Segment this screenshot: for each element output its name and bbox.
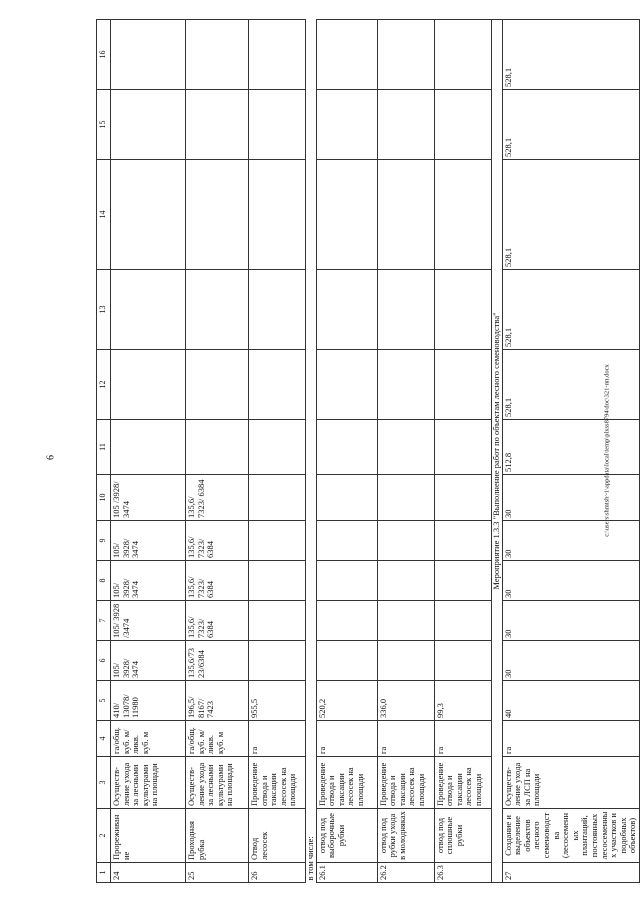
value-cell: 520,2 <box>316 681 377 721</box>
empty-cell <box>316 270 377 350</box>
row-number: 25 <box>186 863 249 883</box>
empty-cell <box>377 270 434 350</box>
empty-cell <box>434 160 491 270</box>
empty-cell <box>377 20 434 90</box>
row-number: 26.3 <box>434 863 491 883</box>
row-number: 26.1 <box>316 863 377 883</box>
header-cell: 3 <box>97 757 111 809</box>
empty-cell <box>377 641 434 681</box>
header-cell: 12 <box>97 350 111 420</box>
activity-name: Проходная рубка <box>186 809 249 863</box>
value-cell <box>249 641 306 681</box>
value-cell: 528,1 <box>502 270 639 350</box>
value-cell <box>249 420 306 475</box>
value-cell: 135,6/ 7323/ 6384 <box>186 561 249 601</box>
value-cell: 30 <box>502 641 639 681</box>
empty-cell <box>434 641 491 681</box>
value-cell: 30 <box>502 521 639 561</box>
activity-name: отвод под выборочные рубки <box>316 809 377 863</box>
empty-cell <box>434 420 491 475</box>
header-cell: 16 <box>97 20 111 90</box>
header-cell: 8 <box>97 561 111 601</box>
row-number: 27 <box>502 863 639 883</box>
value-cell: 528,1 <box>502 90 639 160</box>
value-cell <box>186 350 249 420</box>
empty-cell <box>316 420 377 475</box>
value-cell <box>111 350 186 420</box>
header-cell: 9 <box>97 521 111 561</box>
table-row <box>316 20 377 883</box>
value-cell: 40 <box>502 681 639 721</box>
row-number: 26.2 <box>377 863 434 883</box>
empty-cell <box>316 521 377 561</box>
unit-cell: га <box>502 721 639 757</box>
value-cell: 105/ 3928/ 3474 <box>111 641 186 681</box>
value-cell <box>249 601 306 641</box>
measure-description: Осуществ-ление ухода за ЛСП на площади <box>502 757 639 809</box>
empty-cell <box>377 350 434 420</box>
value-cell: 105/ 3928/ 3474 <box>111 521 186 561</box>
empty-cell <box>434 90 491 160</box>
measure-description: Проведение отвода и таксации лесосек на площади <box>316 757 377 809</box>
value-cell: 336,0 <box>377 681 434 721</box>
empty-cell <box>377 601 434 641</box>
header-row <box>97 20 111 883</box>
unit-cell: га <box>377 721 434 757</box>
value-cell: 135,6/ 7323/ 6384 <box>186 521 249 561</box>
measure-description: Осуществ-ление ухода за лесными культурами на площади <box>111 757 186 809</box>
value-cell: 105 /3928/ 3474 <box>111 475 186 521</box>
value-cell <box>249 90 306 160</box>
empty-cell <box>434 475 491 521</box>
empty-cell <box>377 561 434 601</box>
table-row <box>377 20 434 883</box>
header-cell: 13 <box>97 270 111 350</box>
empty-cell <box>434 350 491 420</box>
value-cell <box>249 20 306 90</box>
value-cell <box>249 270 306 350</box>
empty-cell <box>377 420 434 475</box>
section-row <box>491 20 502 883</box>
value-cell: 30 <box>502 601 639 641</box>
value-cell: 528,1 <box>502 20 639 90</box>
unit-cell: га <box>434 721 491 757</box>
measure-description: Проведение отвода и таксации лесосек на площади <box>249 757 306 809</box>
unit-cell: га <box>316 721 377 757</box>
value-cell <box>111 20 186 90</box>
empty-cell <box>316 160 377 270</box>
empty-cell <box>377 475 434 521</box>
empty-cell <box>316 561 377 601</box>
value-cell: 30 <box>502 475 639 521</box>
empty-cell <box>377 160 434 270</box>
header-cell: 11 <box>97 420 111 475</box>
empty-cell <box>434 561 491 601</box>
value-cell: 99,3 <box>434 681 491 721</box>
empty-cell <box>316 90 377 160</box>
header-cell: 2 <box>97 809 111 863</box>
activity-name: Создание и выделение объектов лесного семеноводства (лесосеменных плантаций, постоянных лесосеменных участков и подобных объектов) <box>502 809 639 863</box>
value-cell <box>249 521 306 561</box>
value-cell: 105/ 3928/ 3474 <box>111 561 186 601</box>
header-cell: 4 <box>97 721 111 757</box>
activities-table <box>96 19 640 883</box>
header-cell: 14 <box>97 160 111 270</box>
empty-cell <box>377 521 434 561</box>
empty-cell <box>434 270 491 350</box>
value-cell <box>111 270 186 350</box>
empty-cell <box>316 475 377 521</box>
table-row <box>111 20 186 883</box>
header-cell: 5 <box>97 681 111 721</box>
measure-description: Осуществ-ление ухода за лесными культурами на площади <box>186 757 249 809</box>
row-number: 26 <box>249 863 306 883</box>
empty-cell <box>377 90 434 160</box>
value-cell: 30 <box>502 561 639 601</box>
header-cell: 1 <box>97 863 111 883</box>
value-cell <box>111 420 186 475</box>
including-label: в том числе: <box>306 20 317 883</box>
value-cell: 135,6/ 7323/ 6384 <box>186 475 249 521</box>
empty-cell <box>316 601 377 641</box>
value-cell <box>249 350 306 420</box>
value-cell: 105/ 3928 /3474 <box>111 601 186 641</box>
table-row <box>249 20 306 883</box>
value-cell <box>249 475 306 521</box>
value-cell: 528,1 <box>502 160 639 270</box>
empty-cell <box>316 20 377 90</box>
value-cell <box>186 420 249 475</box>
table-row <box>434 20 491 883</box>
header-cell: 6 <box>97 641 111 681</box>
including-row <box>306 20 317 883</box>
row-number: 24 <box>111 863 186 883</box>
activity-name: Отвод лесосек <box>249 809 306 863</box>
value-cell <box>186 90 249 160</box>
value-cell: 135,6/73 23/6384 <box>186 641 249 681</box>
header-cell: 15 <box>97 90 111 160</box>
empty-cell <box>316 641 377 681</box>
value-cell <box>249 160 306 270</box>
empty-cell <box>434 20 491 90</box>
value-cell <box>186 160 249 270</box>
section-title: Мероприятие 1.3.3 "Выполнение работ по объектам лесного семеноводства" <box>491 20 502 883</box>
page-number: 6 <box>45 455 57 460</box>
measure-description: Проведение отвода и таксации лесосек на площади <box>377 757 434 809</box>
value-cell: 135,6/ 7323/ 6384 <box>186 601 249 641</box>
table-row <box>186 20 249 883</box>
value-cell <box>111 90 186 160</box>
footer-path-text: c:\users\shmtsh~1\appdata\local\temp\plxss8794\doc\321-пп.docx <box>603 364 611 537</box>
value-cell <box>111 160 186 270</box>
measure-description: Проведение отвода и таксации лесосек на площади <box>434 757 491 809</box>
value-cell: 196,5/ 8167/ 7423 <box>186 681 249 721</box>
value-cell <box>186 20 249 90</box>
unit-cell: га <box>249 721 306 757</box>
unit-cell: га/общ. куб. м/ ликв. куб. м <box>186 721 249 757</box>
value-cell <box>186 270 249 350</box>
empty-cell <box>434 601 491 641</box>
value-cell: 528,1 <box>502 350 639 420</box>
value-cell: 955,5 <box>249 681 306 721</box>
header-cell: 10 <box>97 475 111 521</box>
activity-name: отвод под рубки ухода в молодняках <box>377 809 434 863</box>
empty-cell <box>316 350 377 420</box>
table-row <box>502 20 639 883</box>
value-cell: 410/ 13078/ 11980 <box>111 681 186 721</box>
empty-cell <box>434 521 491 561</box>
value-cell <box>249 561 306 601</box>
activity-name: отвод под сплошные рубки <box>434 809 491 863</box>
unit-cell: га/общ. куб. м/ ликв. куб. м <box>111 721 186 757</box>
activity-name: Прореживание <box>111 809 186 863</box>
value-cell: 512,8 <box>502 420 639 475</box>
header-cell: 7 <box>97 601 111 641</box>
